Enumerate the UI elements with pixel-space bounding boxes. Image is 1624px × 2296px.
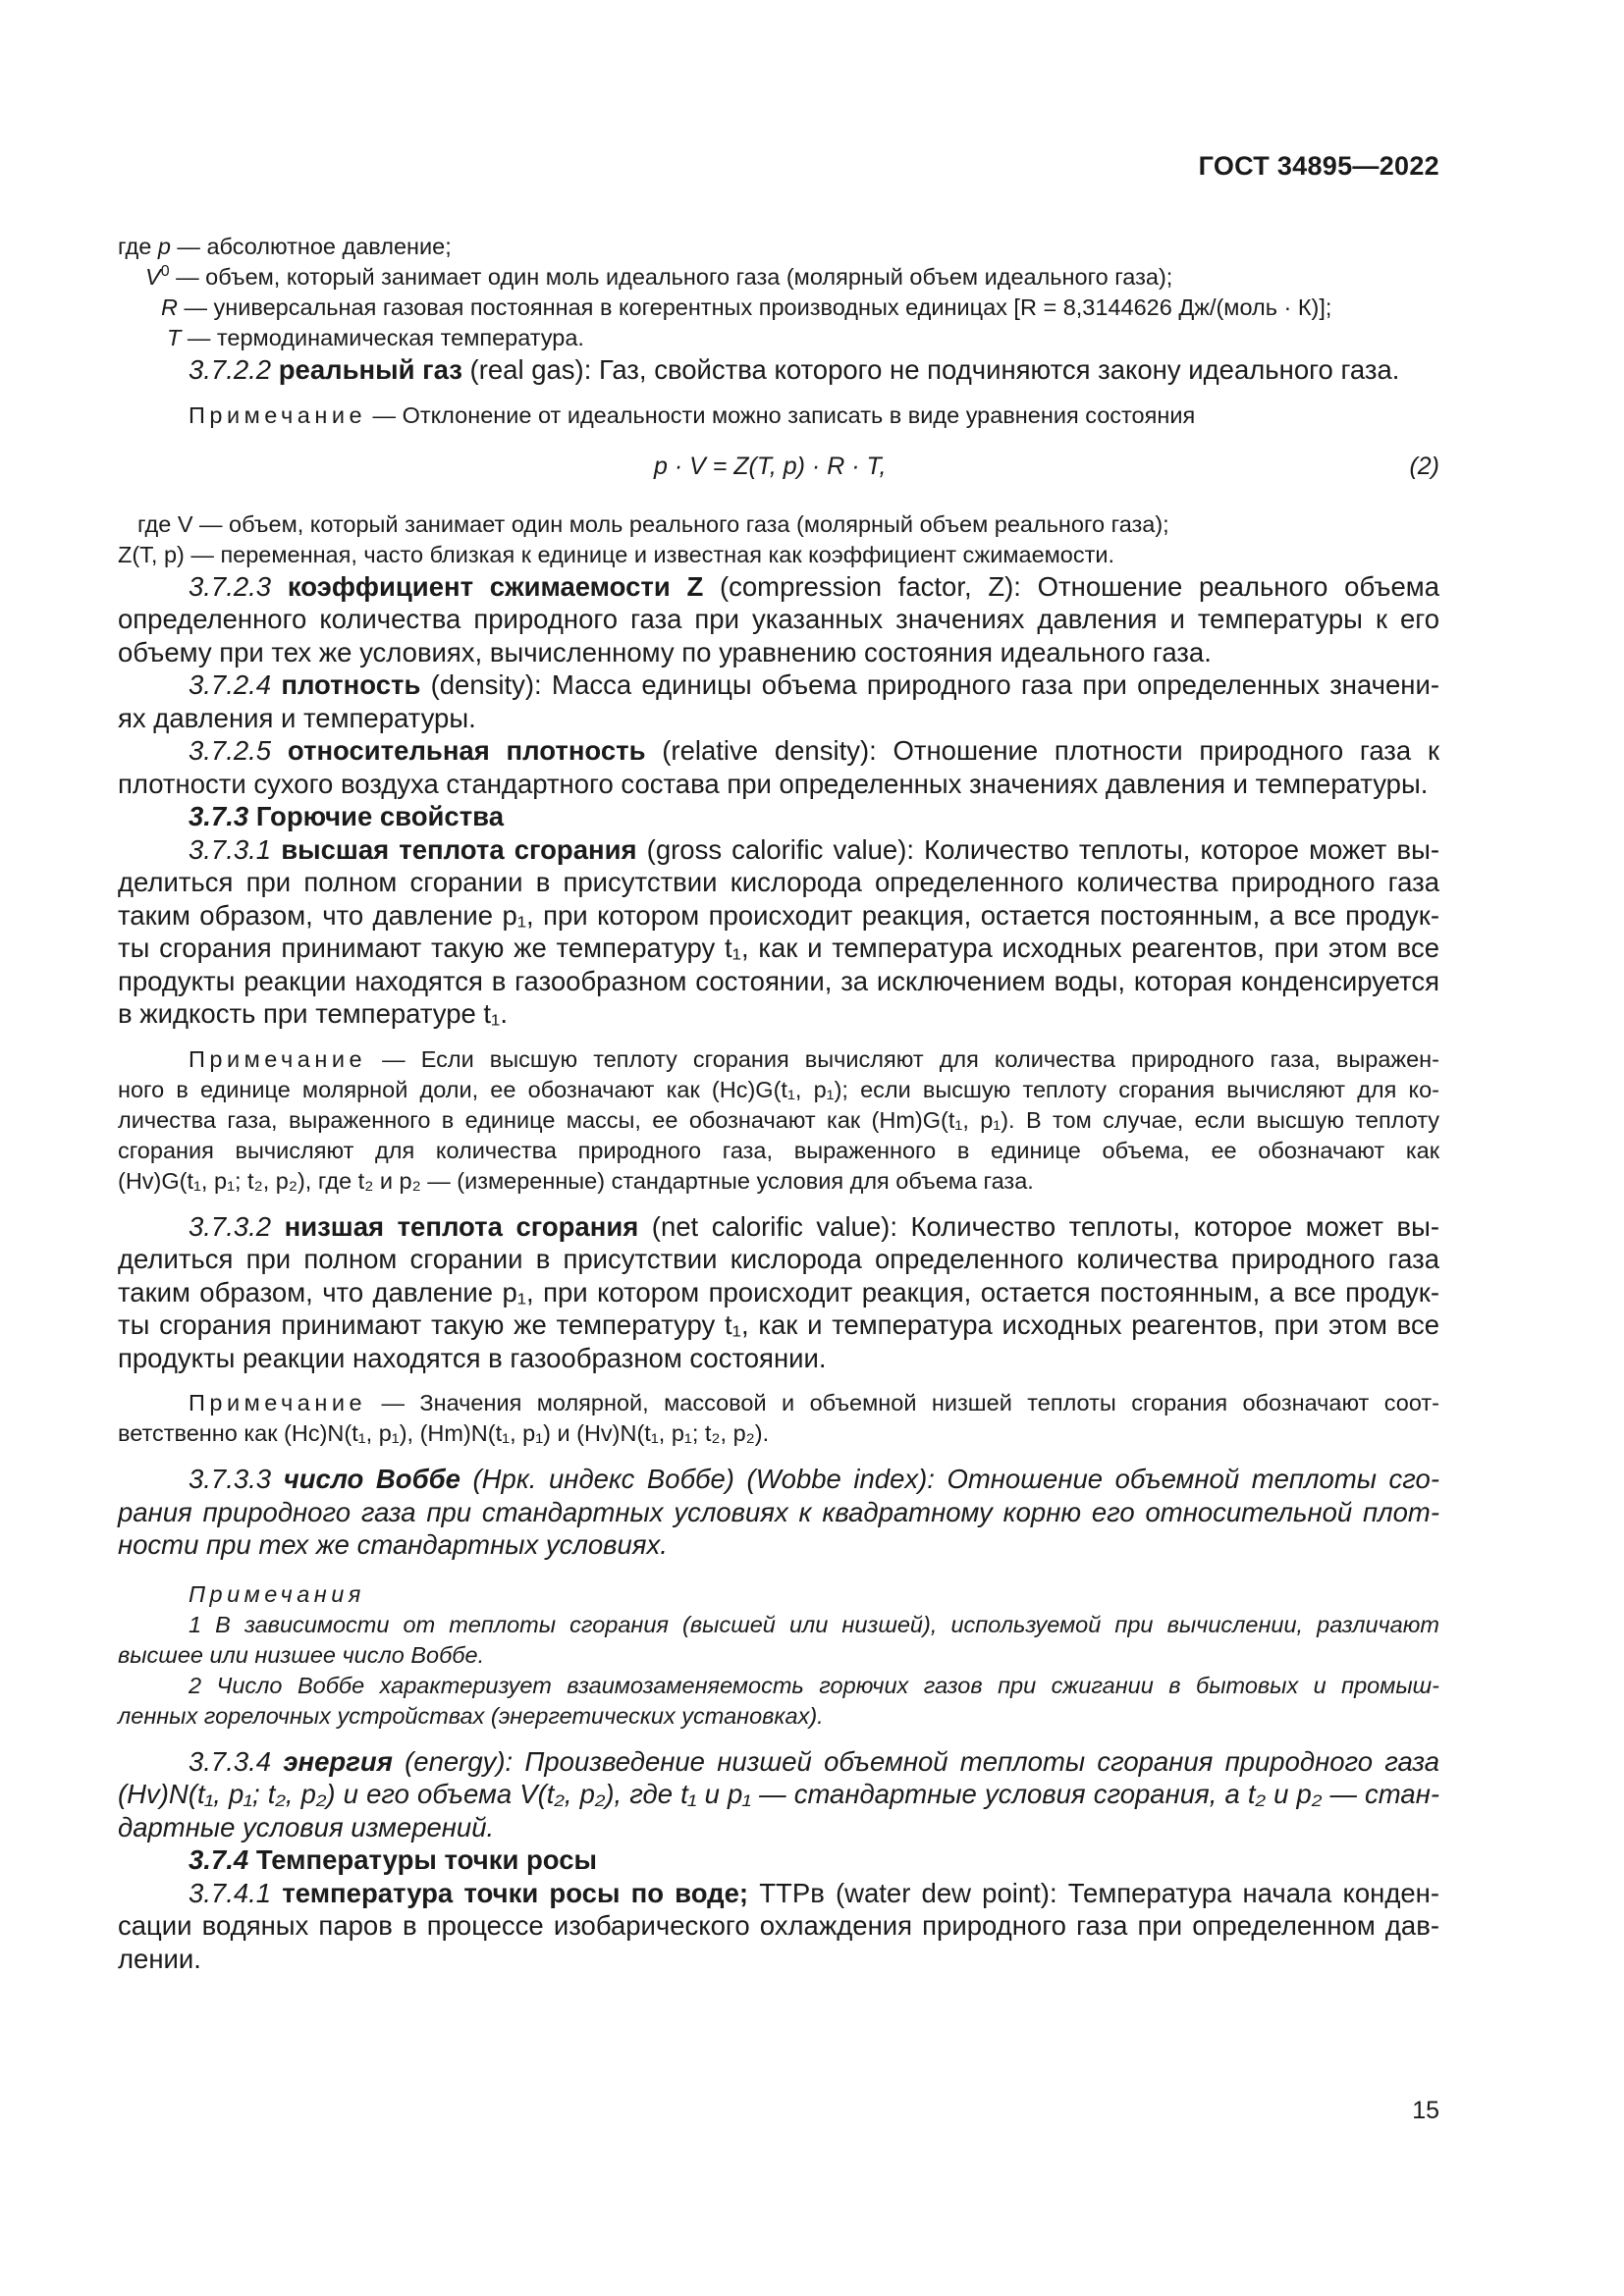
clause-line: (Hv)N(t₁, p₁; t₂, p₂) и его объема V(t₂, p₂), где t₁ и p₁ — стандартные условия сгорания, а t₂ и p₂ — стан- [118,1779,1439,1809]
clause-line: 3.7.3.2 низшая теплота сгорания (net calorific value): Количество теплоты, которое может вы- [189,1210,1440,1242]
notes-3-7-3-3 [118,1579,1439,1732]
clause-line: 3.7.3.4 энергия (energy): Произведение низшей объемной теплоты сгорания природного газа [189,1745,1440,1777]
clause-line: ности при тех же стандартных условиях. [118,1529,668,1560]
clause-line: определенного количества природного газа при указанных значениях давления и температуры к его [118,604,1439,634]
clause-3-7-3-1 [118,833,1439,1031]
note-line: 1 В зависимости от теплоты сгорания (высшей или низшей), используемой при вычислении, различают [189,1611,1439,1637]
note-line: Примечание — Если высшую теплоту сгорания вычисляют для количества природного газа, выражен- [189,1045,1439,1072]
clause-line: объему при тех же условиях, вычисленному по уравнению состояния идеального газа. [118,636,1212,667]
section-heading-3-7-4: 3.7.4 Температуры точки росы [189,1844,598,1875]
clause-line: в жидкость при температуре t₁. [118,998,508,1029]
page-content [118,232,1439,1975]
note-3-7-2-2 [118,400,1439,431]
note-line: сгорания вычисляют для количества природного газа, выраженного в единице объема, ее обозначают как [118,1137,1439,1163]
clause-line: рания природного газа при стандартных условиях к квадратному корню его относительной плот- [118,1496,1439,1527]
definition-line: T — термодинамическая температура. [167,325,584,350]
definition-line: где p — абсолютное давление; [118,234,452,259]
note-line: личества газа, выраженного в единице массы, ее обозначают как (Hm)G(t₁, p₁). В том случае, если высшую теплоту [118,1106,1439,1133]
note-line: ного в единице молярной доли, ее обозначают как (Hc)G(t₁, p₁); если высшую теплоту сгорания вычисляют для ко- [118,1076,1439,1102]
clause-3-7-2-3 [118,570,1439,669]
note-line: (Hv)G(t₁, p₁; t₂, p₂), где t₂ и p₂ — (измеренные) стандартные условия для объема газа. [118,1167,1034,1194]
clause-line: 3.7.3.3 число Воббе (Нрк. индекс Воббе) (Wobbe index): Отношение объемной теплоты сго- [189,1464,1440,1494]
clause-line: ты сгорания принимают такую же температуру t₁, как и температура исходных реагентов, при этом все [118,1309,1439,1340]
clause-line: ях давления и температуры. [118,702,476,733]
clause-line: 3.7.4.1 температура точки росы по воде; ТТРв (water dew point): Температура начала конден- [189,1877,1440,1908]
equation-formula: p · V = Z(T, p) · R · T, [654,452,887,480]
clause-3-7-2-5 [118,734,1439,800]
definition-line: $V^0$ — объем, который занимает один моль идеального газа (молярный объем идеального газа); [145,263,1173,290]
note-line: ленных горелочных устройствах (энергетических установках). [118,1702,824,1729]
definitions-ideal-gas [118,232,1439,353]
definition-line: Z(T, p) — переменная, часто близкая к единице и известная как коэффициент сжимаемости. [118,541,1115,567]
note-line: Примечание — Значения молярной, массовой и объемной низшей теплоты сгорания обозначают соот- [189,1390,1439,1415]
clause-line: продукты реакции находятся в газообразном состоянии, за исключением воды, которая конденсируется [118,965,1439,996]
clause-3-7-3-2 [118,1210,1439,1375]
note-line: Примечание — Отклонение от идеальности можно записать в виде уравнения состояния [189,401,1196,428]
notes-heading: Примечания [189,1580,365,1607]
clause-3-7-3-3 [118,1463,1439,1562]
section-heading-3-7-3: 3.7.3 Горючие свойства [189,801,505,831]
clause-line: таким образом, что давление p₁, при котором происходит реакция, остается постоянным, а все продук- [118,1276,1439,1308]
clause-line: 3.7.3.1 высшая теплота сгорания (gross calorific value): Количество теплоты, которое может вы- [189,833,1440,865]
note-line: высшее или низшее число Воббе. [118,1641,485,1668]
note-3-7-3-1 [118,1044,1439,1197]
clause-line: продукты реакции находятся в газообразном состоянии. [118,1342,827,1373]
note-line: ветственно как (Hc)N(t₁, p₁), (Hm)N(t₁, p₁) и (Hv)N(t₁, p₁; t₂, p₂). [118,1420,770,1446]
clause-line: 3.7.2.2 реальный газ (real gas): Газ, свойства которого не подчиняются закону идеального газа. [189,354,1400,385]
clause-line: лении. [118,1943,201,1974]
clause-line: плотности сухого воздуха стандартного состава при определенных значениях давления и температуры. [118,768,1429,799]
clause-line: таким образом, что давление p₁, при котором происходит реакция, остается постоянным, а все продук- [118,899,1439,931]
clause-line: 3.7.2.3 коэффициент сжимаемости Z (compression factor, Z): Отношение реального объема [189,570,1439,602]
clause-3-7-4-1 [118,1877,1439,1976]
note-3-7-3-2 [118,1388,1439,1449]
definition-line: R — универсальная газовая постоянная в когерентных производных единицах [R = 8,3144626 Дж/(моль · К)]; [161,294,1332,320]
note-line: 2 Число Воббе характеризует взаимозаменяемость горючих газов при сжигании в бытовых и промыш- [189,1672,1439,1698]
document-header: ГОСТ 34895—2022 [1198,151,1439,181]
clause-line: делиться при полном сгорании в присутствии кислорода определенного количества природного газа [118,1244,1439,1274]
clause-3-7-2-2 [118,353,1439,387]
page-number: 15 [1412,2097,1439,2124]
clause-line: ты сгорания принимают такую же температуру t₁, как и температура исходных реагентов, при этом все [118,933,1439,963]
equation-number: (2) [1409,452,1439,480]
clause-line: делиться при полном сгорании в присутствии кислорода определенного количества природного газа [118,867,1439,897]
clause-3-7-2-4 [118,668,1439,734]
definitions-real-gas [118,509,1439,570]
clause-line: 3.7.2.5 относительная плотность (relative density): Отношение плотности природного газа к [189,735,1439,766]
definition-line: где V — объем, который занимает один моль реального газа (молярный объем реального газа); [137,510,1169,537]
equation-2 [118,453,1439,484]
clause-line: сации водяных паров в процессе изобарического охлаждения природного газа при определенном дав- [118,1910,1439,1941]
clause-line: дартные условия измерений. [118,1811,495,1842]
clause-line: 3.7.2.4 плотность (density): Масса единицы объема природного газа при определенных значени- [189,669,1440,700]
clause-3-7-3-4 [118,1745,1439,1844]
